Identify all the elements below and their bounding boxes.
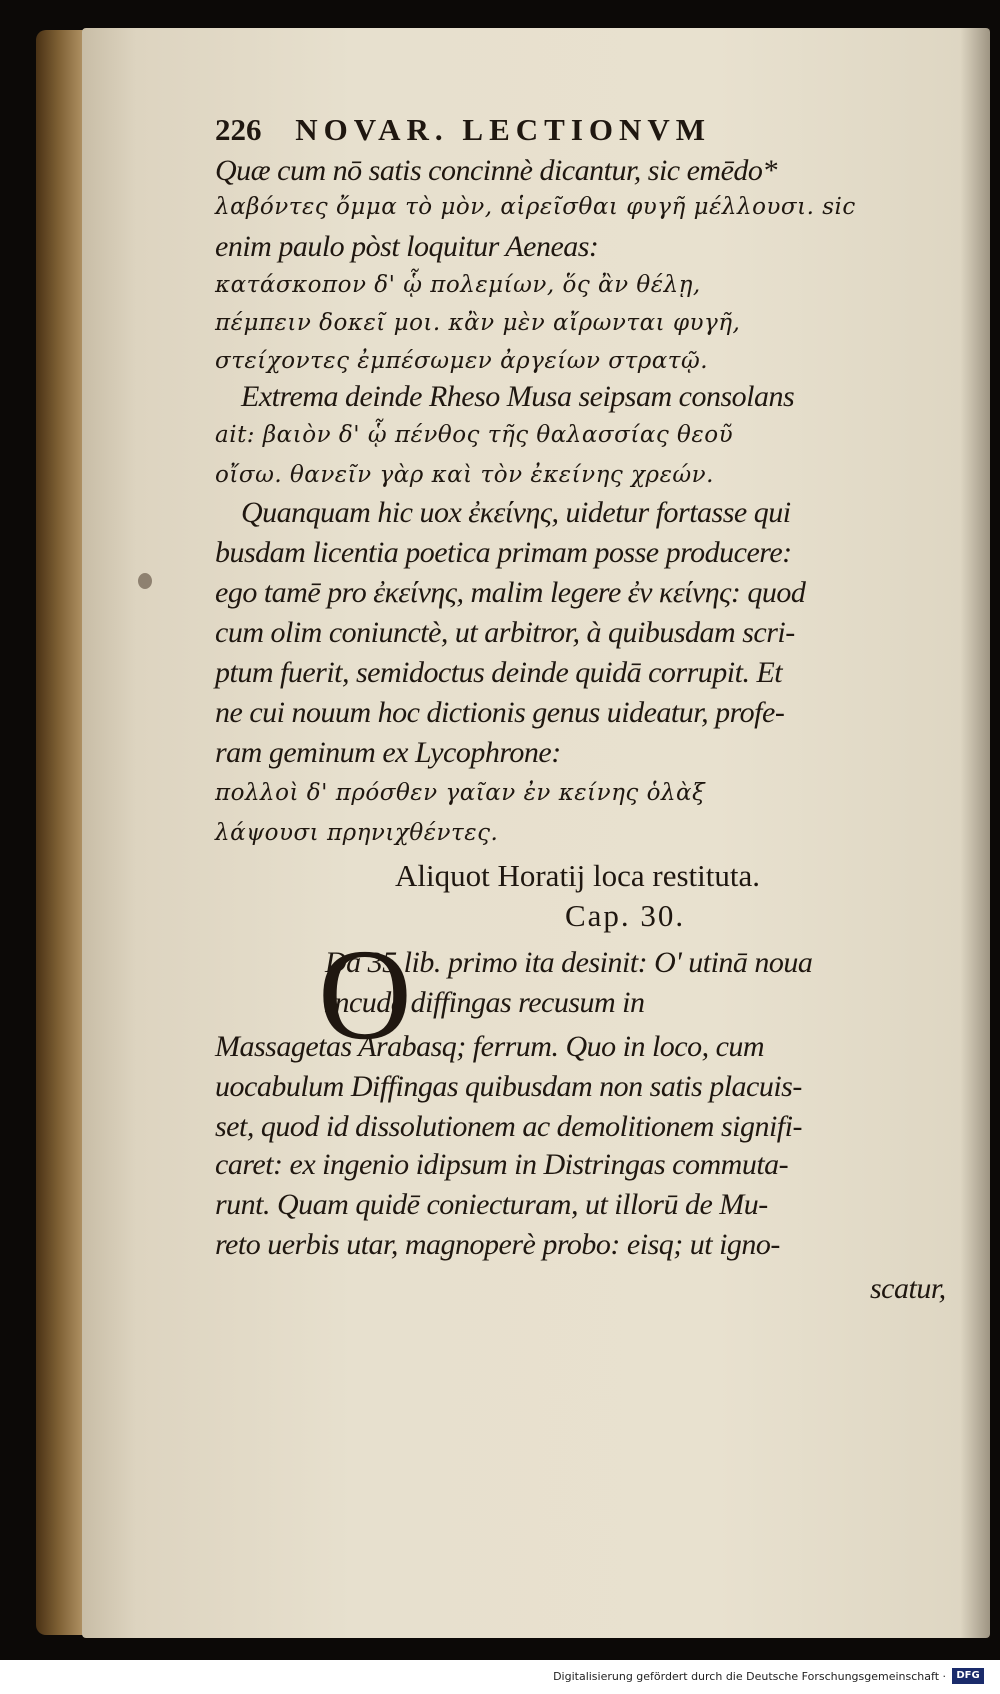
text-line: ne cui nouum hoc dictionis genus uideatur, profe- [215, 696, 785, 729]
chapter-number: Cap. 30. [565, 898, 686, 933]
running-head [215, 112, 711, 148]
text-line: Quanquam hic uox ἐκείνης, uidetur fortasse qui [241, 496, 791, 529]
page-number: 226 [215, 112, 262, 147]
text-line: ptum fuerit, semidoctus deinde quidā corrupit. Et [215, 656, 783, 689]
dfg-logo: DFG [952, 1668, 984, 1684]
text-line: Da 35 lib. primo ita desinit: O' utinā noua [325, 946, 813, 979]
text-line: ram geminum ex Lycophrone: [215, 736, 561, 769]
digitization-footer [0, 1660, 1000, 1694]
spine-shadow [960, 28, 990, 1638]
text-line: Quæ cum nō satis concinnè dicantur, sic emēdo* [215, 154, 777, 187]
text-line: Incude diffingas recusum in [325, 986, 645, 1019]
catchword: scatur, [870, 1272, 946, 1305]
text-line: στείχοντες ἐμπέσωμεν ἀργείων στρατῷ. [215, 348, 709, 374]
text-line: enim paulo pòst loquitur Aeneas: [215, 230, 599, 263]
text-line: Massagetas Arabasq; ferrum. Quo in loco, cum [215, 1030, 765, 1063]
text-line: κατάσκοπον δ' ᾧ πολεμίων, ὅς ἂν θέλῃ, [215, 272, 701, 298]
text-line: cum olim coniunctè, ut arbitror, à quibusdam scri- [215, 616, 795, 649]
text-line: λαβόντες ὄμμα τὸ μὸν, αἱρεῖσθαι φυγῆ μέλλουσι. sic [215, 194, 856, 220]
text-line: ait: βαιὸν δ' ᾧ πένθος τῆς θαλασσίας θεοῦ [215, 422, 734, 448]
text-line: runt. Quam quidē coniecturam, ut illorū de Mu- [215, 1188, 768, 1221]
text-line: caret: ex ingenio idipsum in Distringas commuta- [215, 1148, 789, 1181]
text-line: πέμπειν δοκεῖ μοι. κἂν μὲν αἴρωνται φυγῆ, [215, 310, 741, 336]
text-line: ego tamē pro ἐκείνης, malim legere ἐν κείνης: quod [215, 576, 806, 609]
text-line: Extrema deinde Rheso Musa seipsam consolans [241, 380, 795, 413]
text-line: uocabulum Diffingas quibusdam non satis placuis- [215, 1070, 802, 1103]
text-line: set, quod id dissolutionem ac demolitionem signifi- [215, 1110, 802, 1143]
text-line: busdam licentia poetica primam posse producere: [215, 536, 792, 569]
footer-credit: Digitalisierung gefördert durch die Deutsche Forschungsgemeinschaft · [553, 1670, 946, 1683]
section-heading: Aliquot Horatij loca restituta. [395, 858, 761, 893]
ink-spot [138, 573, 152, 589]
text-line: οἴσω. θανεῖν γὰρ καὶ τὸν ἐκείνης χρεών. [215, 462, 714, 488]
text-line: πολλοὶ δ' πρόσθεν γαῖαν ἐν κείνης ὁλὰξ [215, 780, 706, 806]
drop-capital: O [318, 923, 412, 1067]
text-line: λάψουσι πρηνιχθέντες. [215, 820, 499, 846]
running-head-title: NOVAR. LECTIONVM [295, 112, 712, 147]
text-line: reto uerbis utar, magnoperè probo: eisq; ut igno- [215, 1228, 780, 1261]
